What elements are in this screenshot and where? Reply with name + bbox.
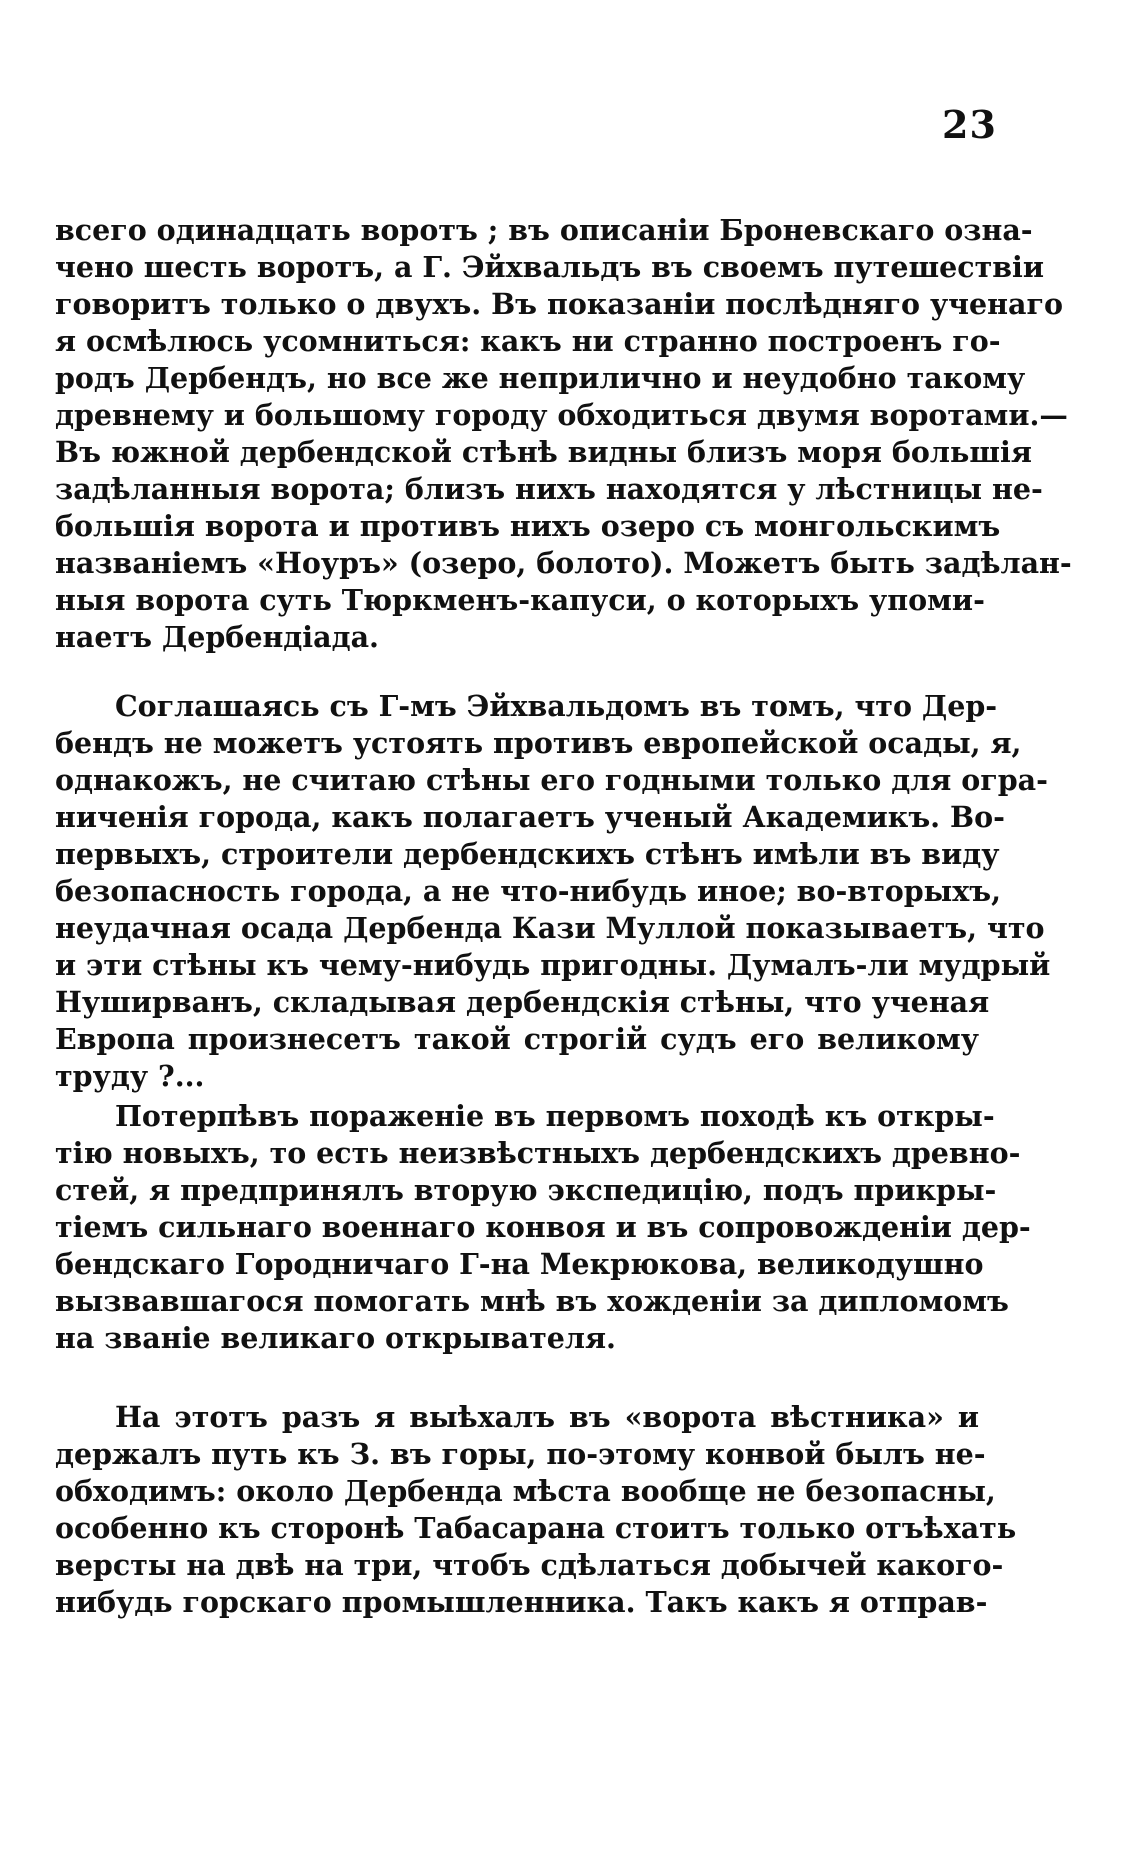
text-line: тіемъ сильнаго военнаго конвоя и въ сопровожденіи дер- — [55, 1210, 1031, 1244]
text-line: труду ?... — [55, 1059, 205, 1093]
text-line: держалъ путь къ З. въ горы, по-этому конвой былъ не- — [55, 1437, 986, 1471]
paragraph-4 — [55, 1399, 1017, 1621]
text-line: задѣланныя ворота; близъ нихъ находятся у лѣстницы не- — [55, 472, 1043, 506]
text-line: ныя ворота суть Тюркменъ-капуси, о которыхъ упоми- — [55, 583, 985, 617]
text-line: Европа произнесетъ такой строгій судъ его великому — [55, 1022, 979, 1056]
text-line: однакожъ, не считаю стѣны его годными только для огра- — [55, 763, 1048, 797]
text-line: вызвавшагося помогать мнѣ въ хожденіи за дипломомъ — [55, 1284, 1009, 1318]
text-line: тію новыхъ, то есть неизвѣстныхъ дербендскихъ древно- — [55, 1136, 1021, 1170]
text-line: особенно къ сторонѣ Табасарана стоитъ только отъѣхать — [55, 1511, 1017, 1545]
text-line: Потерпѣвъ пораженіе въ первомъ походѣ къ откры- — [115, 1099, 995, 1133]
text-line: древнему и большому городу обходиться двумя воротами.— — [55, 398, 1068, 432]
text-line: названіемъ «Ноуръ» (озеро, болото). Можетъ быть задѣлан- — [55, 546, 1072, 580]
text-line: Соглашаясь съ Г-мъ Эйхвальдомъ въ томъ, что Дер- — [115, 689, 998, 723]
text-line: бендскаго Городничаго Г-на Мекрюкова, великодушно — [55, 1247, 984, 1281]
paragraph-1 — [55, 212, 1072, 656]
text-line: бендъ не можетъ устоять противъ европейской осады, я, — [55, 726, 1022, 760]
text-line: чено шесть воротъ, а Г. Эйхвальдъ въ своемъ путешествіи — [55, 250, 1044, 284]
text-line: говоритъ только о двухъ. Въ показаніи послѣдняго ученаго — [55, 287, 1063, 321]
text-line: родъ Дербендъ, но все же неприлично и неудобно такому — [55, 361, 1026, 395]
text-line: версты на двѣ на три, чтобъ сдѣлаться добычей какого- — [55, 1548, 1004, 1582]
text-line: нибудь горскаго промышленника. Такъ какъ я отправ- — [55, 1585, 988, 1619]
text-line: на званіе великаго открывателя. — [55, 1321, 616, 1355]
text-line: первыхъ, строители дербендскихъ стѣнъ имѣли въ виду — [55, 837, 1000, 871]
text-line: На этотъ разъ я выѣхалъ въ «ворота вѣстника» и — [115, 1400, 979, 1434]
paragraph-2 — [55, 688, 1051, 1095]
text-line: обходимъ: около Дербенда мѣста вообще не безопасны, — [55, 1474, 996, 1508]
text-line: большія ворота и противъ нихъ озеро съ монгольскимъ — [55, 509, 1001, 543]
text-line: я осмѣлюсь усомниться: какъ ни странно построенъ го- — [55, 324, 1001, 358]
paragraph-3 — [55, 1098, 1031, 1357]
text-line: и эти стѣны къ чему-нибудь пригодны. Думалъ-ли мудрый — [55, 948, 1051, 982]
page-number: 23 — [942, 102, 997, 147]
text-line: безопасность города, а не что-нибудь иное; во-вторыхъ, — [55, 874, 1002, 908]
text-line: стей, я предпринялъ вторую экспедицію, подъ прикры- — [55, 1173, 997, 1207]
text-line: ниченія города, какъ полагаетъ ученый Академикъ. Во- — [55, 800, 1005, 834]
text-line: наетъ Дербендіада. — [55, 620, 379, 654]
text-line: Въ южной дербендской стѣнѣ видны близъ моря большія — [55, 435, 1032, 469]
text-line: Нуширванъ, складывая дербендскія стѣны, что ученая — [55, 985, 990, 1019]
text-line: всего одинадцать воротъ ; въ описаніи Броневскаго озна- — [55, 213, 1033, 247]
text-line: неудачная осада Дербенда Кази Муллой показываетъ, что — [55, 911, 1045, 945]
